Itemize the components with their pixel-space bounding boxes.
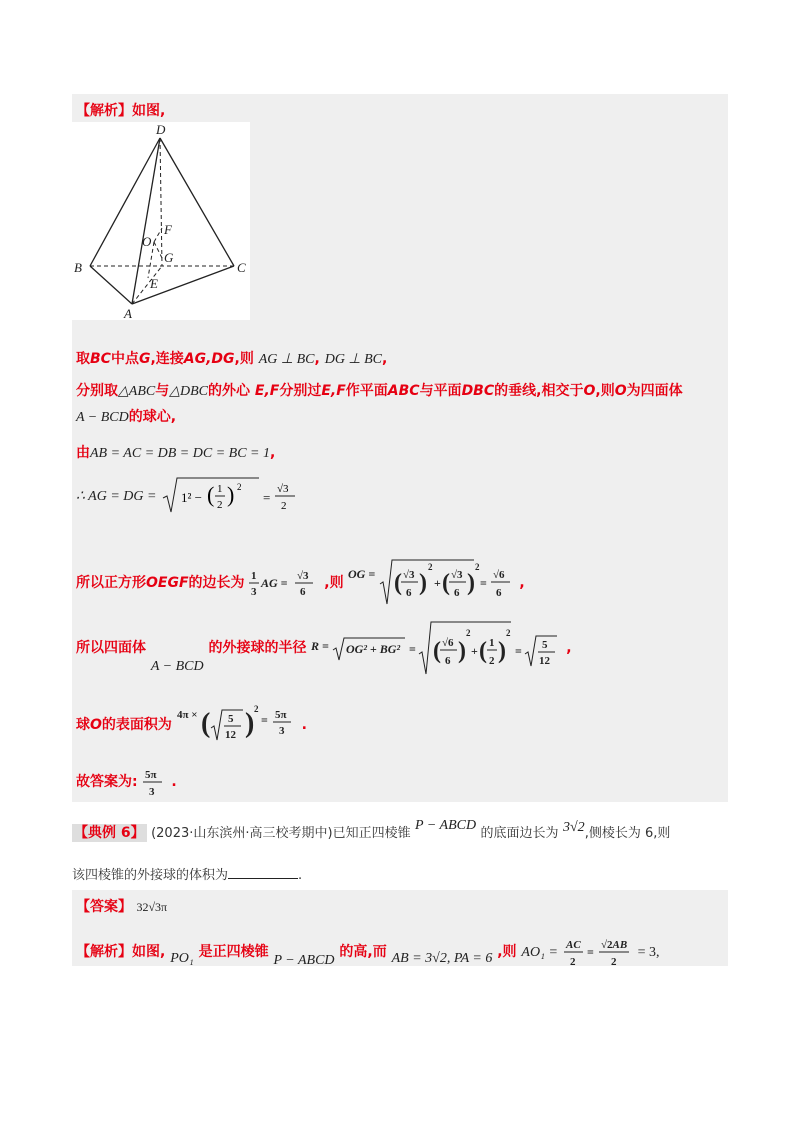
svg-text:2: 2: [236, 482, 242, 492]
example-6-line-2: 该四棱锥的外接球的体积为 .: [72, 868, 303, 883]
svg-text:6: 6: [406, 587, 412, 599]
svg-text:2: 2: [506, 628, 511, 638]
answer-line: 【答案】 32√3π: [76, 899, 168, 915]
svg-text:): ): [498, 638, 507, 664]
svg-text:): ): [226, 482, 235, 507]
formula-ag: [161, 476, 301, 516]
svg-text:2: 2: [475, 562, 480, 572]
svg-text:1: 1: [251, 570, 257, 582]
svg-text:+: +: [434, 576, 442, 590]
formula-area: [177, 702, 297, 748]
point-label: G: [164, 250, 174, 265]
svg-text:6: 6: [496, 587, 502, 599]
svg-text:√3: √3: [276, 483, 289, 495]
svg-text:(: (: [479, 638, 488, 664]
svg-text:=: =: [260, 713, 268, 727]
svg-text:√3: √3: [403, 569, 416, 581]
svg-text:2: 2: [466, 628, 471, 638]
formula-answer: [142, 764, 166, 800]
svg-text:AC: AC: [565, 939, 581, 951]
svg-text:(: (: [200, 708, 211, 739]
svg-text:2: 2: [216, 499, 223, 511]
svg-text:√6: √6: [493, 569, 506, 581]
svg-text:): ): [419, 570, 428, 596]
svg-text:(: (: [433, 638, 442, 664]
svg-text:=: =: [586, 945, 594, 959]
svg-text:(: (: [206, 482, 215, 507]
svg-text:R =: R =: [311, 639, 330, 653]
example-6-line-1: 【典例 6】 (2023·山东滨州·高三校考期中)已知正四棱锥 P − ABCD 的底面边长为 3√2,侧棱长为 6,则: [74, 818, 671, 841]
svg-text:√3: √3: [297, 570, 309, 582]
svg-text:√2AB: √2AB: [600, 939, 628, 951]
svg-text:1: 1: [489, 637, 495, 649]
answer-blank: [228, 878, 298, 879]
analysis-line-4: 由AB = AC = DB = DC = BC = 1,: [76, 445, 276, 461]
svg-text:12: 12: [224, 729, 236, 741]
formula-side: [249, 565, 319, 601]
svg-text:=: =: [262, 490, 271, 505]
svg-text:): ): [244, 708, 255, 739]
formula-og: [348, 558, 514, 608]
svg-text:2: 2: [610, 956, 617, 968]
analysis-line-8: 球O的表面积为 4π × ( 5 12 ) 2 = 5π 3 .: [76, 702, 307, 748]
point-label: A: [124, 306, 132, 320]
svg-text:4π ×: 4π ×: [176, 709, 198, 721]
analysis-line-1: 取BC中点G,连接AG,DG,则 AG ⊥ BC, DG ⊥ BC,: [76, 351, 388, 367]
svg-text:5π: 5π: [145, 769, 158, 781]
svg-text:5π: 5π: [274, 709, 287, 721]
svg-text:√6: √6: [442, 637, 454, 649]
point-label: O: [142, 234, 152, 249]
svg-text:3: 3: [278, 725, 285, 737]
svg-text:2: 2: [569, 956, 576, 968]
svg-text:): ): [458, 638, 467, 664]
svg-text:=: =: [409, 642, 417, 656]
point-label: E: [150, 276, 158, 291]
svg-text:6: 6: [454, 587, 460, 599]
analysis-line-5: ∴ AG = DG = 1² − ( 1 2 ) 2 = √3 2: [76, 476, 301, 516]
point-label: C: [237, 260, 246, 275]
example-tag: 【典例 6】: [74, 825, 145, 841]
point-label: B: [74, 260, 82, 275]
svg-text:2: 2: [253, 704, 259, 714]
analysis-line-6: 所以正方形OEGF的边长为 1 3 AG = √3 6 ,则 OG = ( √3 6 ) 2 + ( √3 6 ) 2 = √6 6 ,: [76, 558, 525, 608]
svg-text:6: 6: [300, 586, 306, 598]
svg-text:(: (: [394, 570, 403, 596]
svg-text:1: 1: [216, 483, 223, 495]
analysis-label: 【解析】如图,: [76, 103, 166, 119]
svg-text:): ): [467, 570, 476, 596]
svg-text:OG =: OG =: [348, 567, 376, 581]
analysis2-line: 【解析】如图, PO₁ 是正四棱锥 P − ABCD 的高,而 AB = 3√2, PA = 6 ,则 AO₁ = AC 2 = √2AB 2 = 3,: [76, 934, 660, 970]
svg-text:+: +: [471, 644, 479, 658]
point-label: D: [156, 122, 166, 137]
svg-text:3: 3: [251, 586, 257, 598]
svg-text:AG =: AG =: [261, 576, 288, 590]
svg-text:5: 5: [227, 713, 234, 725]
svg-text:12: 12: [539, 655, 551, 667]
svg-text:=: =: [515, 644, 523, 658]
analysis-line-7: 所以四面体 A − BCD 的外接球的半径 R = OG² + BG² = ( √6 6 ) 2 + ( 1 2 ) 2 = 5 12 ,: [76, 620, 572, 676]
analysis-line-3: A − BCD的球心,: [76, 409, 177, 425]
svg-text:2: 2: [428, 562, 433, 572]
svg-text:(: (: [442, 570, 451, 596]
analysis-line-9: 故答案为: 5π 3 .: [76, 764, 177, 800]
svg-text:1² −: 1² −: [180, 490, 202, 505]
svg-text:3: 3: [149, 786, 155, 798]
tetrahedron-diagram: [72, 122, 250, 320]
svg-text:6: 6: [445, 655, 451, 667]
svg-text:5: 5: [542, 639, 548, 651]
analysis-line-2: 分别取△ABC与△DBC的外心 E,F分别过E,F作平面ABC与平面DBC的垂线,相交于O,则O为四面体: [76, 383, 683, 399]
svg-text:√3: √3: [451, 569, 464, 581]
formula-ao1: [563, 934, 633, 970]
svg-text:2: 2: [280, 500, 287, 512]
svg-text:=: =: [480, 576, 488, 590]
svg-text:OG² + BG²: OG² + BG²: [346, 642, 401, 656]
tetrahedron-figure: [72, 122, 250, 320]
point-label: F: [164, 222, 172, 237]
svg-text:2: 2: [489, 655, 495, 667]
formula-radius: [311, 620, 561, 676]
